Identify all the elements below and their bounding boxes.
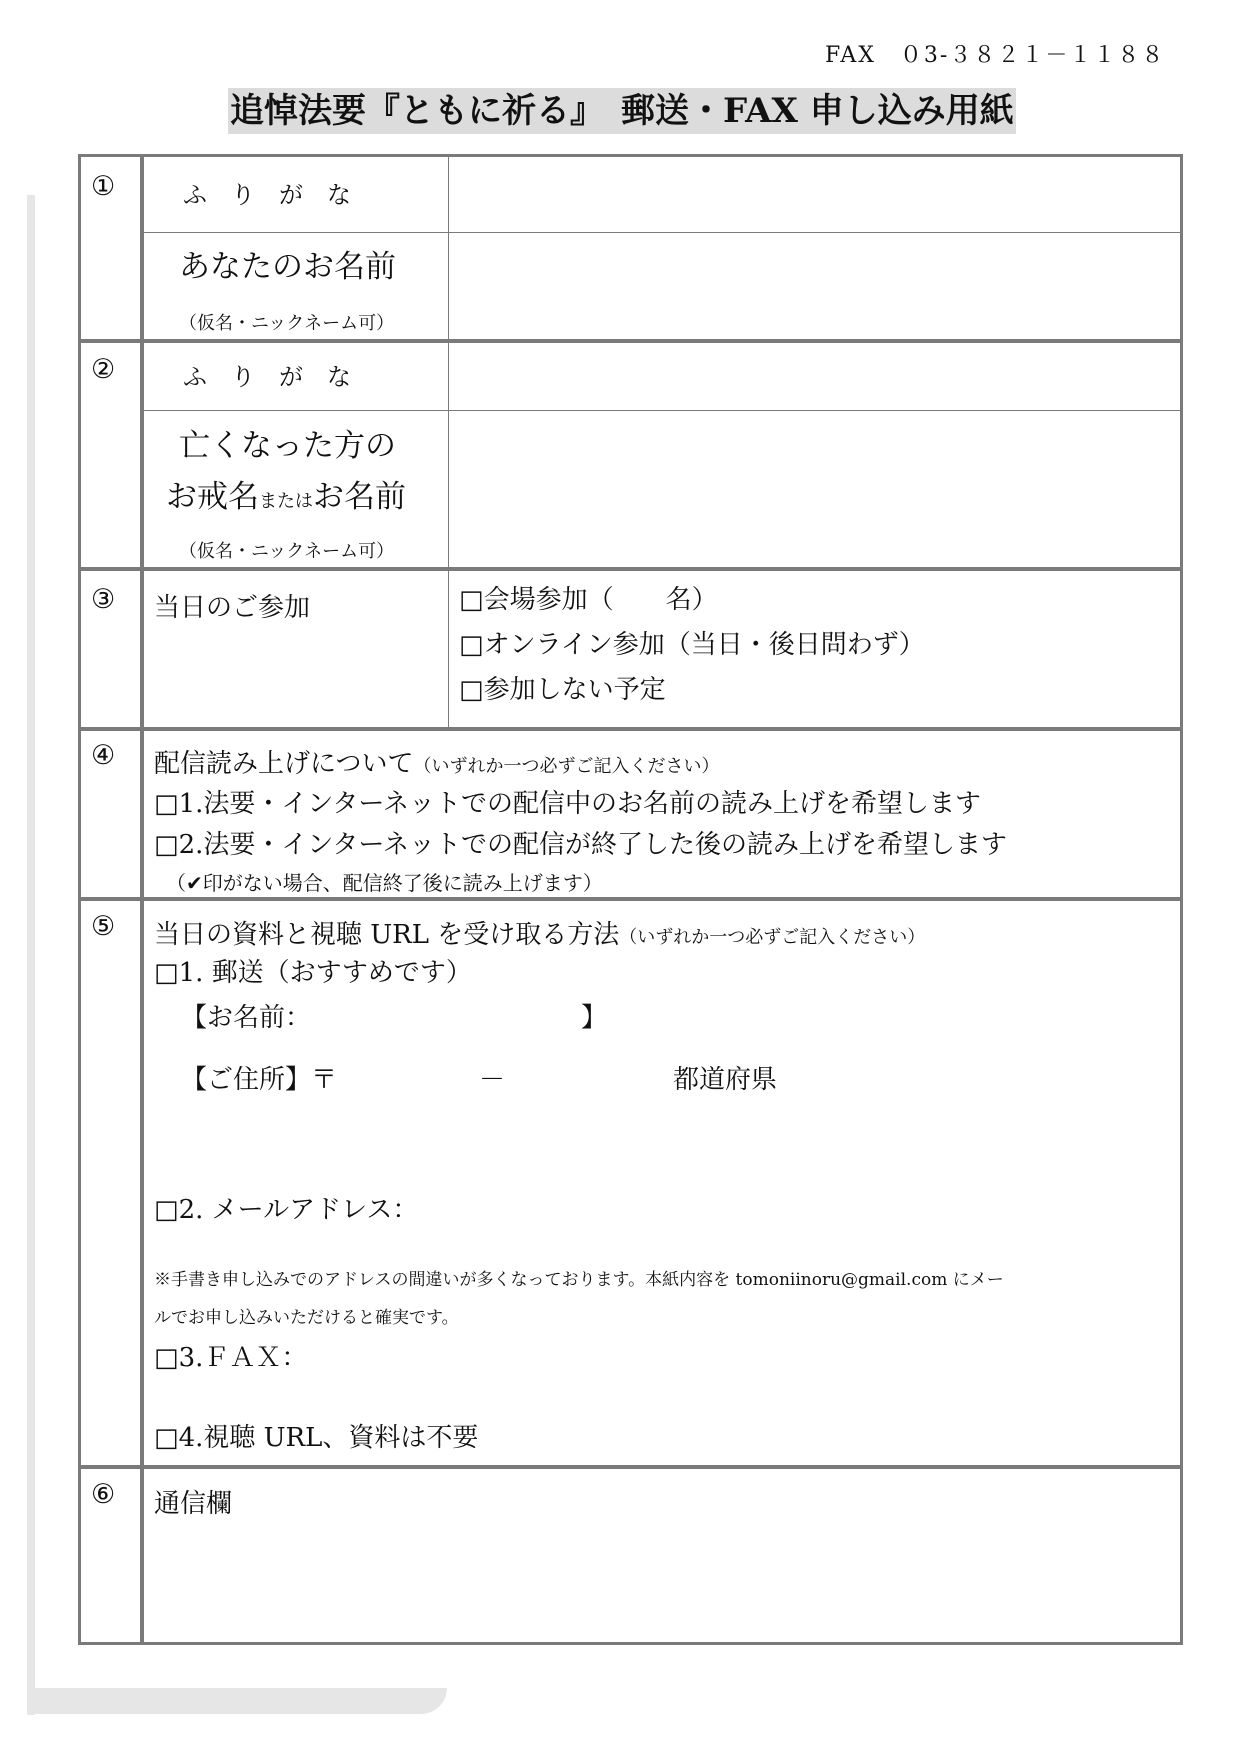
section-number-6: ⑥	[91, 1479, 116, 1510]
subrow-divider-2	[141, 410, 1180, 411]
your-name-field[interactable]	[450, 234, 1180, 339]
reading-option-after[interactable]: □2.法要・インターネットでの配信が終了した後の読み上げを希望します	[154, 830, 1008, 860]
furigana-field-1[interactable]	[450, 157, 1180, 232]
page-title: 追悼法要『ともに祈る』 郵送・FAX 申し込み用紙	[228, 88, 1016, 134]
page-shadow-left	[27, 195, 35, 1715]
delivery-heading-note: （いずれか一つ必ずご記入ください）	[619, 927, 926, 948]
section-number-2: ②	[91, 354, 116, 385]
prefecture-label: 都道府県	[673, 1065, 778, 1095]
mail-address-label: 【ご住所】〒	[181, 1065, 338, 1095]
deceased-label-line1: 亡くなった方の	[179, 428, 396, 464]
reading-heading-note: （いずれか一つ必ずご記入ください）	[413, 756, 720, 777]
reading-option-during[interactable]: □1.法要・インターネットでの配信中のお名前の読み上げを希望します	[154, 789, 982, 819]
section-number-5: ⑤	[91, 911, 116, 942]
email-notice-line2: ルでお申し込みいただけると確実です。	[154, 1308, 459, 1328]
reading-heading-text: 配信読み上げについて	[154, 749, 414, 779]
mail-name-input[interactable]	[321, 997, 576, 1033]
form-table	[78, 154, 1183, 1645]
mail-name-field-label: 【お名前：	[181, 1003, 312, 1033]
furigana-label-1: ふ り が な	[183, 181, 351, 209]
section-number-1: ①	[91, 171, 116, 202]
row-divider-4	[81, 897, 1180, 901]
furigana-field-2[interactable]	[450, 343, 1180, 410]
row-divider-2	[81, 567, 1180, 571]
page-shadow-bottom	[27, 1688, 447, 1714]
email-notice-line1: ※手書き申し込みでのアドレスの間違いが多くなっております。本紙内容を tomoniinoru@gmail.com にメー	[154, 1270, 1004, 1290]
deceased-name-field[interactable]	[450, 412, 1180, 567]
attendance-option-venue[interactable]: □会場参加（ 名）	[459, 585, 718, 615]
delivery-option-none[interactable]: □4.視聴 URL、資料は不要	[154, 1423, 479, 1453]
delivery-option-email[interactable]: □2. メールアドレス：	[154, 1195, 419, 1225]
mail-name-field-close: 】	[581, 1003, 608, 1033]
fax-number: FAX ０3-３８２１－１１８８	[825, 43, 1166, 68]
your-name-label: あなたのお名前	[179, 249, 396, 285]
section-number-3: ③	[91, 584, 116, 615]
message-label: 通信欄	[154, 1489, 233, 1519]
deceased-label-line2	[166, 471, 406, 516]
deceased-label-name: お名前	[313, 479, 406, 515]
delivery-option-fax[interactable]: □3.ＦＡＸ：	[154, 1343, 308, 1373]
deceased-name-note: （仮名・ニックネーム可）	[179, 541, 395, 562]
reading-note: （✔印がない場合、配信終了後に読み上げます）	[166, 871, 603, 895]
delivery-heading	[154, 914, 925, 951]
your-name-note: （仮名・ニックネーム可）	[179, 313, 395, 334]
delivery-option-mail[interactable]: □1. 郵送（おすすめです）	[154, 958, 472, 988]
label-column-divider	[448, 157, 449, 727]
mail-address-input[interactable]	[181, 1102, 1161, 1162]
delivery-heading-text: 当日の資料と視聴 URL を受け取る方法	[154, 920, 620, 950]
row-divider-3	[81, 727, 1180, 731]
attendance-label: 当日のご参加	[154, 593, 311, 623]
subrow-divider-1	[141, 232, 1180, 233]
reading-heading	[154, 743, 719, 780]
attendance-option-none[interactable]: □参加しない予定	[459, 675, 666, 705]
postal-code-dash: －	[479, 1065, 506, 1095]
message-field[interactable]	[145, 1527, 1175, 1639]
furigana-label-2: ふ り が な	[183, 363, 351, 391]
deceased-label-or: または	[259, 491, 313, 512]
row-divider-5	[81, 1465, 1180, 1469]
deceased-label-kaimyo: お戒名	[166, 479, 259, 515]
attendance-option-online[interactable]: □オンライン参加（当日・後日問わず）	[459, 630, 925, 660]
section-number-4: ④	[91, 740, 116, 771]
